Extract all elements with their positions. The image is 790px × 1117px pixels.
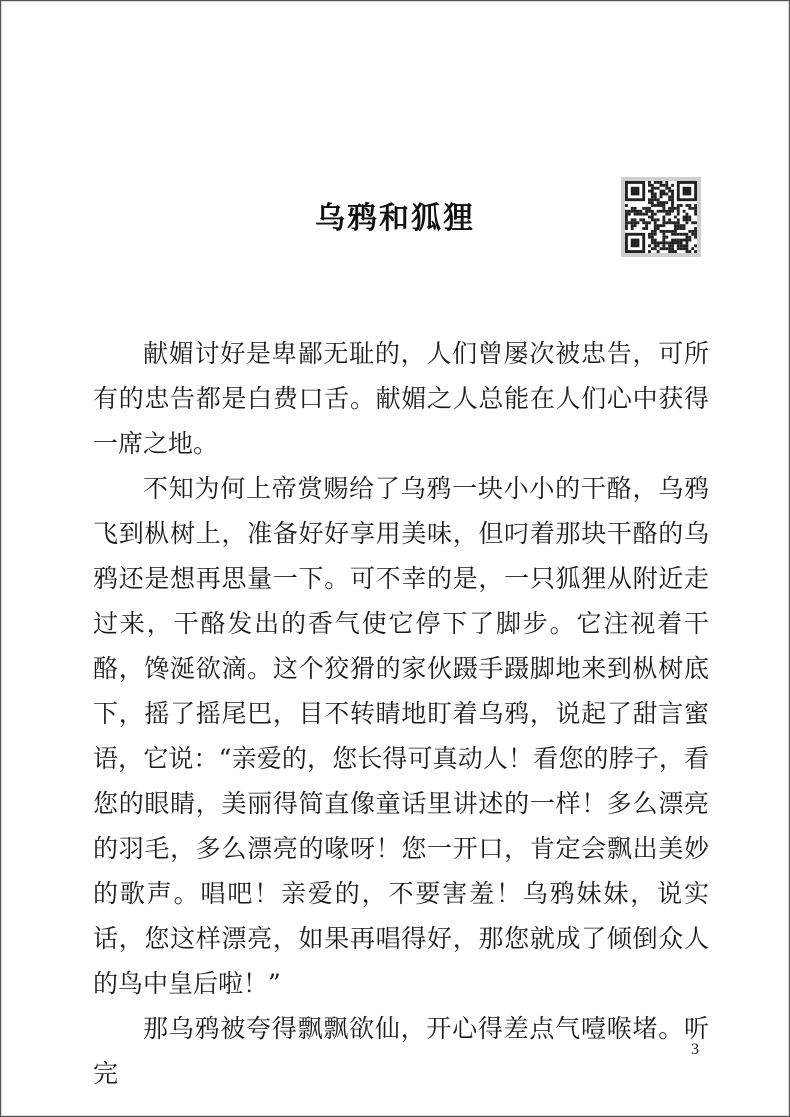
page-number: 3 <box>691 1041 699 1058</box>
paragraph: 不知为何上帝赏赐给了乌鸦一块小小的干酪，乌鸦飞到枞树上，准备好好享用美味，但叼着那块干酪的乌鸦还是想再思量一下。可不幸的是，一只狐狸从附近走过来，干酪发出的香气使它停下了脚步。它注视着干酪，馋涎欲滴。这个狡猾的家伙蹑手蹑脚地来到枞树底下，摇了摇尾巴，目不转睛地盯着乌鸦，说起了甜言蜜语，它说：“亲爱的，您长得可真动人！看您的脖子，看您的眼睛，美丽得简直像童话里讲述的一样！多么漂亮的羽毛，多么漂亮的喙呀！您一开口，肯定会飘出美妙的歌声。唱吧！亲爱的，不要害羞！乌鸦妹妹，说实话，您这样漂亮，如果再唱得好，那您就成了倾倒众人的鸟中皇后啦！” <box>93 474 709 998</box>
paragraph: 献媚讨好是卑鄙无耻的，人们曾屡次被忠告，可所有的忠告都是白费口舌。献媚之人总能在人们心中获得一席之地。 <box>93 339 709 458</box>
qr-code-graphic <box>621 177 701 257</box>
paragraph: 那乌鸦被夸得飘飘欲仙，开心得差点气噎喉堵。听完 <box>93 1014 709 1088</box>
qr-code-icon[interactable] <box>621 177 701 257</box>
story-text <box>93 331 709 1096</box>
page-title: 乌鸦和狐狸 <box>315 201 475 236</box>
